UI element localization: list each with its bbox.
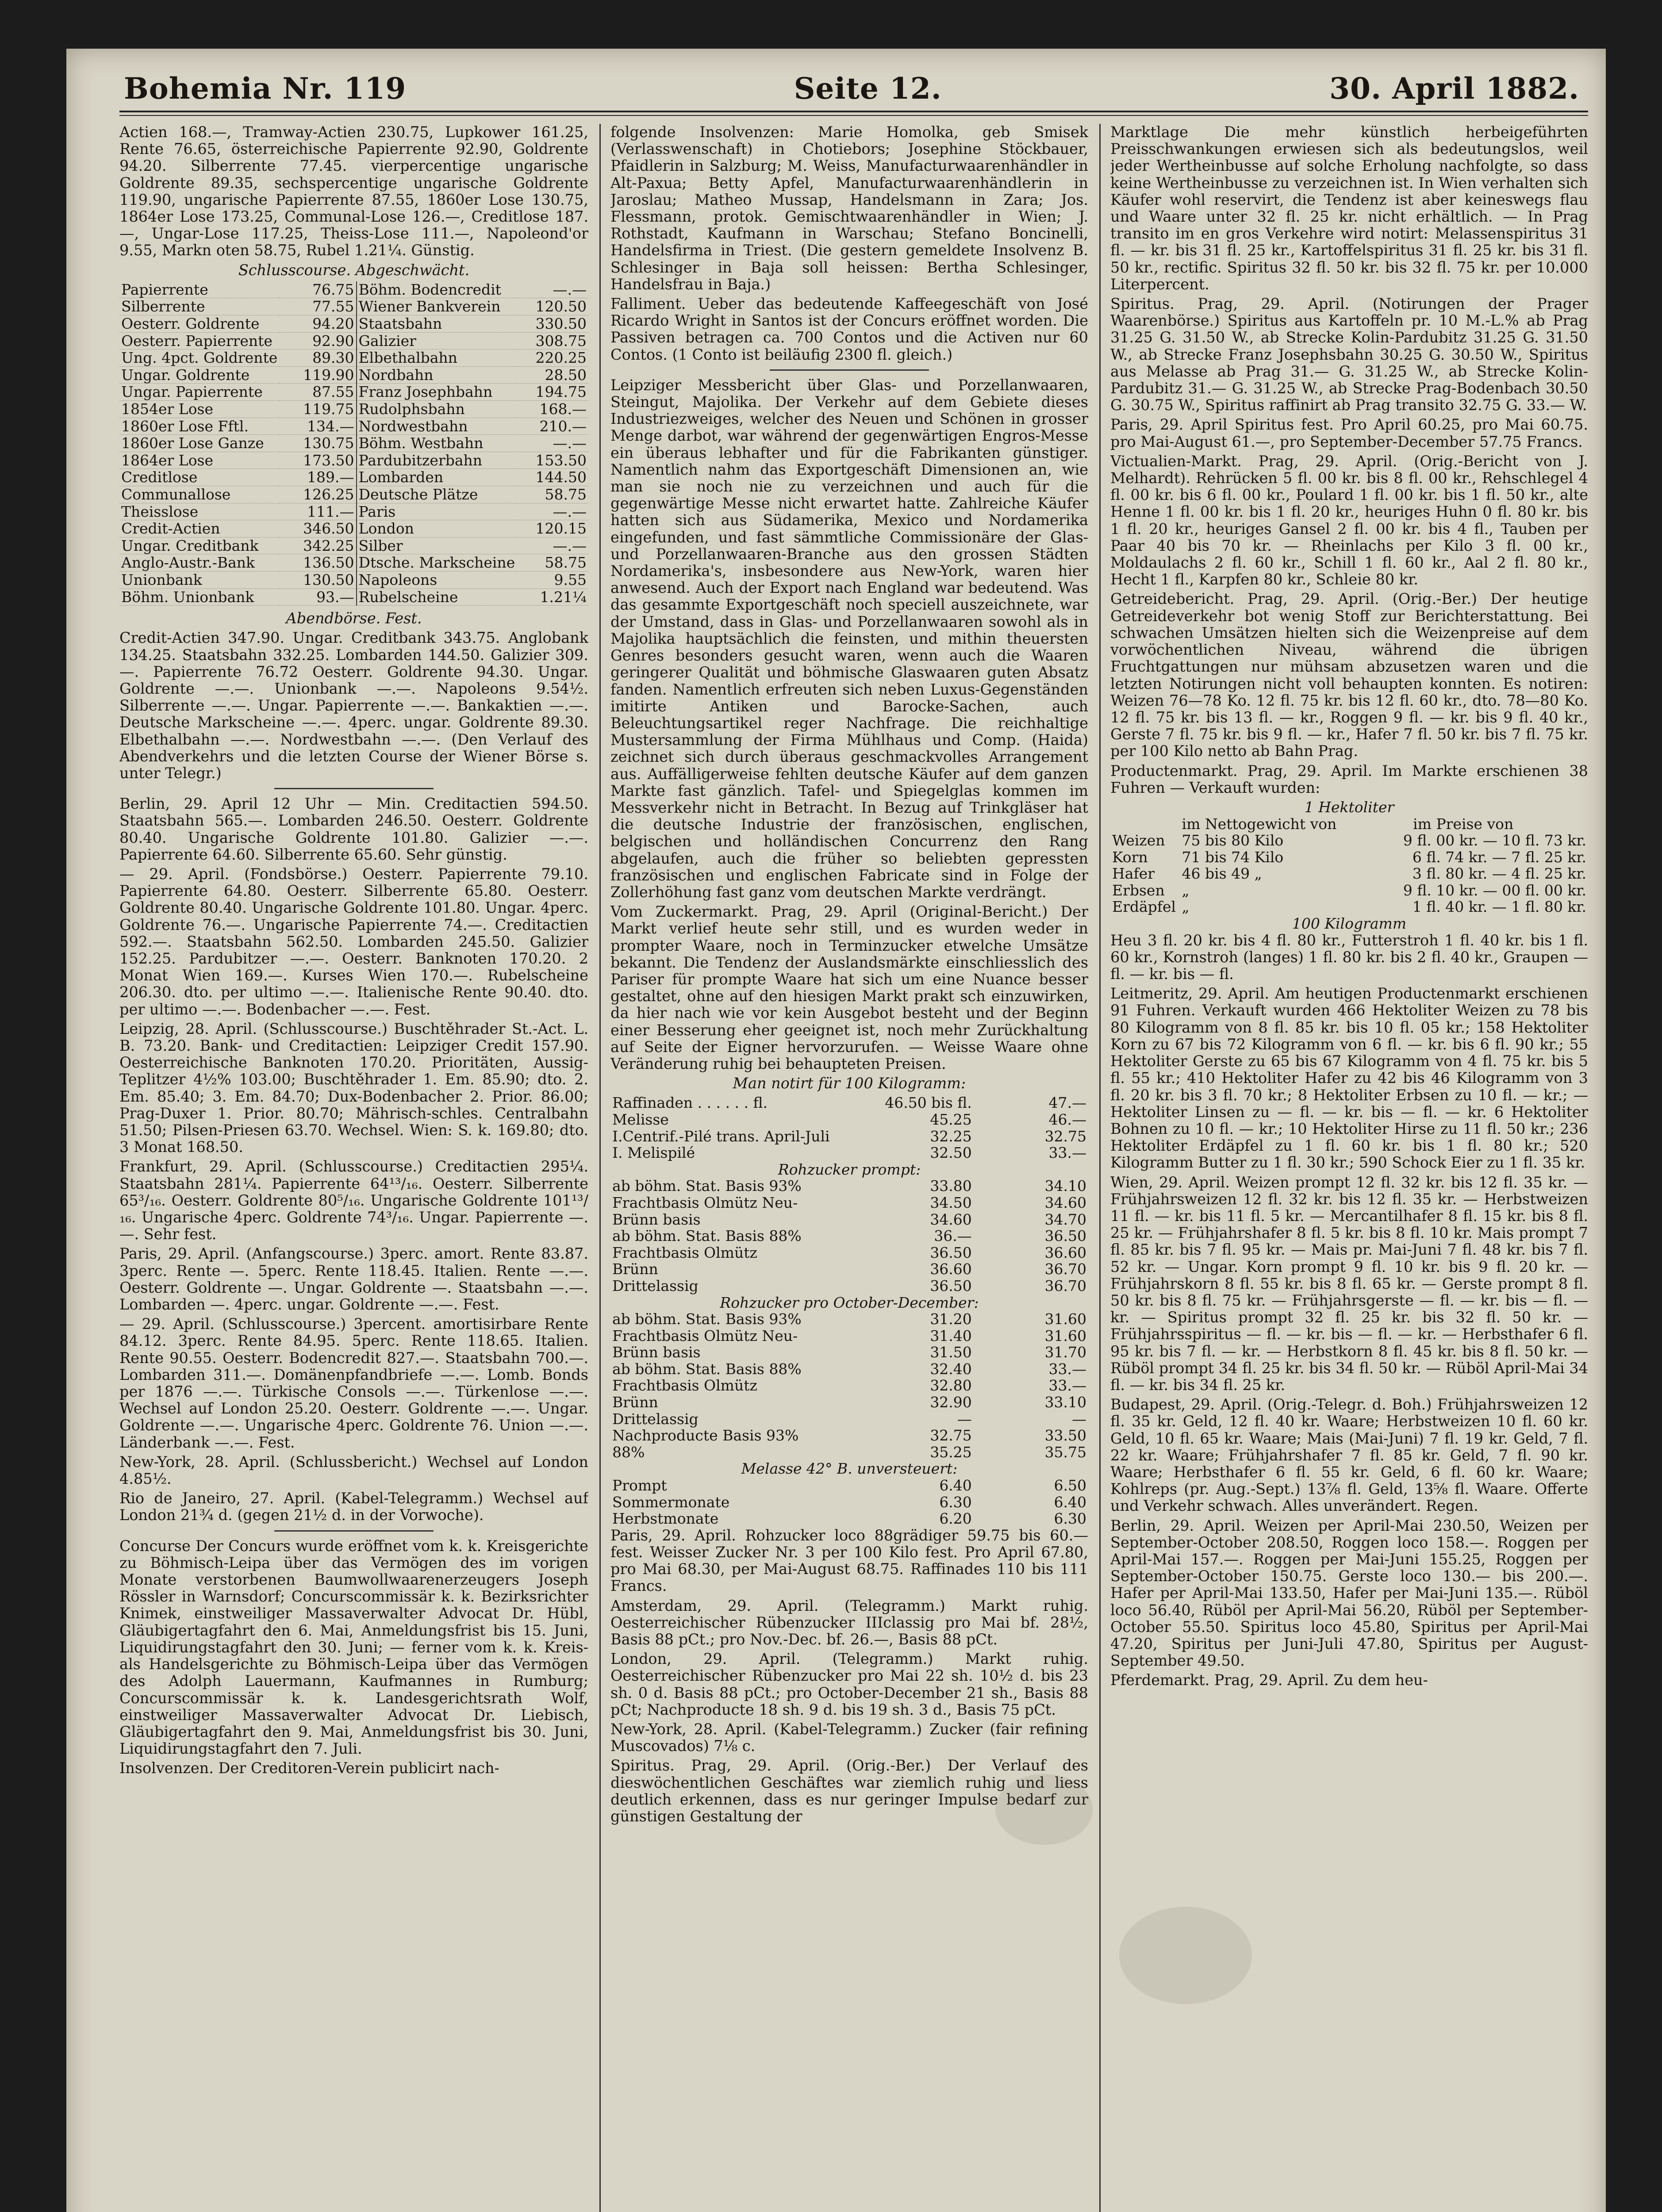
sugar-cell: Prompt bbox=[612, 1477, 667, 1494]
rate-row bbox=[119, 435, 588, 452]
sugar-cell: Frachtbasis Olmütz bbox=[612, 1244, 757, 1261]
rate-cell: London bbox=[357, 520, 517, 538]
rate-cell: 120.50 bbox=[517, 298, 588, 315]
rate-cell: 120.15 bbox=[517, 520, 588, 538]
sugar-cell: 6.40 bbox=[1054, 1493, 1086, 1511]
sugar-cell: Melisse bbox=[612, 1110, 669, 1128]
sugar-cell: Frachtbasis Olmütz Neu- bbox=[612, 1327, 798, 1344]
masthead bbox=[124, 62, 1579, 115]
rate-cell: Staatsbahn bbox=[357, 315, 517, 333]
rate-cell: Papierrente bbox=[119, 281, 279, 298]
sugar-cell: 6.20 bbox=[939, 1510, 972, 1528]
sugar-cell: 45.25 bbox=[930, 1110, 972, 1128]
rate-cell: 58.75 bbox=[517, 554, 588, 572]
rate-cell: Böhm. Unionbank bbox=[119, 588, 279, 606]
sugar-row bbox=[610, 1344, 1088, 1361]
grain-cell: Weizen bbox=[1112, 832, 1165, 849]
sugar-subheading: Rohzucker prompt: bbox=[778, 1160, 921, 1178]
sugar-row bbox=[610, 1194, 1088, 1211]
section-divider bbox=[274, 788, 434, 789]
report-paragraph: Paris, 29. April. (Anfangscourse.) 3perc. amort. Rente 83.87. 3perc. Rente —. 5perc. Rente 118.45. Italien. Rente —.—. Oesterr. Goldrente —. Ungar. Goldrente —. Staatsbahn —.—. Lombarden —. 4perc. ungar. Goldrente —.—. Fest. bbox=[119, 1245, 588, 1313]
sugar-cell: Brünn bbox=[612, 1260, 658, 1278]
rate-row bbox=[119, 503, 588, 520]
sugar-cell: 36.50 bbox=[1044, 1227, 1086, 1245]
report-paragraph: Berlin, 29. April 12 Uhr — Min. Creditactien 594.50. Staatsbahn 565.—. Lombarden 246.50. Oesterr. Goldrente 80.40. Ungarische Goldrente 101.80. Galizier —.—. Papierrente 64.60. Silberrente 65.60. Sehr günstig. bbox=[119, 795, 588, 863]
report-paragraph: Leitmeritz, 29. April. Am heutigen Productenmarkt erschienen 91 Fuhren. Verkauft wurden 466 Hektoliter Weizen zu 78 bis 80 Kilogramm von 8 fl. 85 kr. bis 10 fl. 05 kr.; 158 Hektoliter Korn zu 67 bis 72 Kilogramm von 6 fl. — kr. bis 6 fl. 90 kr.; 55 Hektoliter Gerste zu 65 bis 67 Kilogramm von 4 fl. 75 kr. bis 5 fl. 55 kr.; 410 Hektoliter Hafer zu 42 bis 46 Kilogramm von 3 fl. 20 kr. bis 3 fl. 70 kr.; 8 Hektoliter Erbsen zu 10 fl. — kr.; — Hektoliter Linsen zu — fl. — kr. bis — fl. — kr. 6 Hektoliter Bohnen zu 10 fl. — kr.; 10 Hektoliter Hirse zu 11 fl. 50 kr.; 236 Hektoliter Erdäpfel zu 1 fl. 60 kr. bis 1 fl. 80 kr.; 520 Kilogramm Butter zu 1 fl. 30 kr.; 590 Schock Eier zu 1 fl. 35 kr. bbox=[1110, 985, 1588, 1171]
rate-cell: Silber bbox=[357, 537, 517, 554]
rate-cell: 168.— bbox=[517, 400, 588, 418]
rate-cell: Communallose bbox=[119, 486, 279, 503]
sugar-cell: Sommermonate bbox=[612, 1493, 730, 1511]
zuckermarkt-article: Vom Zuckermarkt. Prag, 29. April (Original-Bericht.) Der Markt verlief heute sehr still, und es wurden weder in prompter Waare, noch in Terminzucker etwelche Umsätze bekannt. Die Tendenz der Auslandsmärkte einschliesslich des Pariser für prompte Waare hat sich um eine Nuance besser gestaltet, ohne auf den hiesigen Markt prakt sch einzuwirken, da hier nach wie vor kein Ausgebot besteht und der Beginn einer Besserung eher geeignet ist, noch mehr Zurückhaltung auf Seite der Eigner hervorzurufen. — Weisse Waare ohne Veränderung ruhig bei behaupteten Preisen. bbox=[610, 903, 1088, 1072]
report-paragraph: — 29. April. (Fondsbörse.) Oesterr. Papierrente 79.10. Papierrente 64.80. Oesterr. Silberrente 65.80. Oesterr. Goldrente 80.40. Ungarische Goldrente 101.80. Ungar. 4perc. Goldrente 76.—. Ungarische Papierrente 74.—. Creditactien 592.—. Staatsbahn 562.50. Lombarden 245.50. Galizier 152.25. Pardubitzer —.—. Oesterr. Banknoten 170.20. 2 Monat Wien 169.—. Kurses Wien 170.—. Rubelscheine 206.30. dto. per ultimo —.—. Italienische Rente 90.40. dto. per ultimo —.—. Bodenbacher —.—. Fest. bbox=[119, 865, 588, 1018]
sugar-cell: 33.80 bbox=[930, 1177, 972, 1195]
grain-cell: „ bbox=[1182, 898, 1190, 916]
sugar-cell: 36.70 bbox=[1044, 1277, 1086, 1294]
rate-cell: 346.50 bbox=[279, 520, 356, 538]
sugar-cell: 32.90 bbox=[930, 1394, 972, 1411]
rate-cell: Rudolphsbahn bbox=[357, 400, 517, 418]
sugar-cell: 31.60 bbox=[1044, 1327, 1086, 1344]
rate-cell: Dtsche. Markscheine bbox=[357, 554, 517, 572]
sugar-cell: Drittelassig bbox=[612, 1277, 699, 1294]
sugar-cell: 32.80 bbox=[930, 1377, 972, 1394]
sugar-cell: 31.40 bbox=[930, 1327, 972, 1344]
rate-row bbox=[119, 452, 588, 469]
report-paragraph: Budapest, 29. April. (Orig.-Telegr. d. Boh.) Frühjahrsweizen 12 fl. 35 kr. Geld, 12 fl. 40 kr. Waare; Herbstweizen 10 fl. 60 kr. Geld, 10 fl. 65 kr. Waare; Mais (Mai-Juni) 7 fl. 19 kr. Geld, 7 fl. 22 kr. Waare; Frühjahrshafer 7 fl. 85 kr. Geld, 7 fl. 90 kr. Waare; Herbsthafer 6 fl. 55 kr. Geld, 6 fl. 60 kr. Waare; Kohlreps (pr. Aug.-Sept.) 13⅞ fl. Geld, 13⅝ fl. Waare. Offerte und Verkehr schwach. Alles unverändert. Regen. bbox=[1110, 1396, 1588, 1515]
insolvenzen-list: folgende Insolvenzen: Marie Homolka, geb Smisek (Verlasswenschaft) in Chotiebors; Josephine Stöckbauer, Pfaidlerin in Salzburg; M. Weiss, Manufacturwaarenhändler in Alt-Paxua; Betty Apfel, Manufacturwaarenhändlerin in Jaroslau; Matheo Mussap, Handelsmann in Zara; Jos. Flessmann, protok. Gemischtwaarenhändler in Wien; J. Rothstadt, Kaufmann in Warschau; Stefano Boncinelli, Handelsfirma in Triest. (Die gestern gemeldete Insolvenz B. Schlesinger in Baja soll heissen: Bertha Schlesinger, Handelsfrau in Baja.) bbox=[610, 124, 1088, 293]
rate-cell: Wiener Bankverein bbox=[357, 298, 517, 315]
page-number: Seite 12. bbox=[794, 71, 942, 106]
rate-cell: Rubelscheine bbox=[357, 588, 517, 606]
report-paragraph: New-York, 28. April. (Kabel-Telegramm.) Zucker (fair refining Muscovados) 7⅛ c. bbox=[610, 1720, 1088, 1755]
report-paragraph: Leipzig, 28. April. (Schlusscourse.) Buschtěhrader St.-Act. L. B. 73.20. Bank- und Creditactien: Leipziger Credit 157.90. Oesterreichische Banknoten 170.20. Prioritäten, Aussig-Teplitzer 4½% 103.00; Buschtěhrader 1. Em. 85.90; dto. 2. Em. 85.40; 3. Em. 84.70; Dux-Bodenbacher 2. Prior. 86.00; Prag-Duxer 1. Prior. 80.70; Mährisch-schles. Centralbahn 51.50; Pilsen-Priesen 63.70. Wechsel. Wien: S. k. 169.80; dto. 3 Monat 168.50. bbox=[119, 1020, 588, 1156]
rate-row bbox=[119, 298, 588, 315]
rate-row bbox=[119, 281, 588, 298]
rate-cell: Unionbank bbox=[119, 571, 279, 588]
sugar-row bbox=[610, 1178, 1088, 1194]
rate-cell: 342.25 bbox=[279, 537, 356, 554]
grain-cell: 75 bis 80 Kilo bbox=[1182, 832, 1284, 849]
schlusscourse-table bbox=[119, 281, 588, 606]
grain-cell: Korn bbox=[1112, 848, 1148, 866]
rate-cell: 194.75 bbox=[517, 384, 588, 401]
sugar-table-title: Man notirt für 100 Kilogramm: bbox=[733, 1075, 966, 1092]
sugar-cell: ab böhm. Stat. Basis 88% bbox=[612, 1227, 802, 1245]
sugar-cell: 35.25 bbox=[930, 1443, 972, 1461]
rate-cell: 111.— bbox=[279, 503, 356, 520]
sugar-row bbox=[610, 1261, 1088, 1278]
sugar-row bbox=[610, 1111, 1088, 1128]
rate-cell: Nordwestbahn bbox=[357, 418, 517, 435]
messbericht-article: Leipziger Messbericht über Glas- und Porzellanwaaren, Steingut, Majolika. Der Verkehr auf dem Gebiete dieses Industriezweiges, welcher des Neuen und Schönen in grosser Menge darbot, war während der gegenwärtigen Engros-Messe ein überaus lebhafter und für die Fabrikanten günstiger. Namentlich nahm das Exportgeschäft Dimensionen an, wie man sie noch nie zu verzeichnen und auch für die gegenwärtige Messe nicht erwartet hatte. Zahlreiche Käufer hatten sich aus Südamerika, Mexico und Nordamerika eingefunden, und fast sämmtliche Commissionäre der Glas- und Porzellanwaaren-Branche aus den grossen Städten Nordamerika's, insbesondere aus New-York, waren hier anwesend. Auch der Export nach England war bedeutend. Was das gesammte Exportgeschäft noch speciell auszeichnete, war der Umstand, dass in Glas- und Porzellanwaaren sowohl als in Majolika hauptsächlich die feinsten, und mithin theuersten Genres besonders gesucht waren, wenn auch die Waaren geringerer Qualität und böhmische Glaswaaren guten Absatz fanden. Namentlich erfreuten sich neben Luxus-Gegenständen imitirte Antiken und Barocke-Sachen, auch Beleuchtungsartikel reger Nachfrage. Die reichhaltige Mustersammlung der Firma Mühlhaus und Comp. (Haida) zeichnet sich durch überaus geschmackvolles Arrangement aus. Auffälligerweise fehlten deutsche Käufer auf dem ganzen Markte fast gänzlich. Tafel- und Spiegelglas kommen im Messverkehr nicht in Betracht. In Bezug auf Trinkgläser hat die deutsche Industrie der französischen, englischen, belgischen und holländischen Concurrenz den Rang abgelaufen, auch die früher so beliebten gepressten französischen und englischen Fabricate sind in Folge der Zollerhöhung fast ganz vom deutschen Markte verdrängt. bbox=[610, 376, 1088, 901]
sugar-cell: 6.50 bbox=[1054, 1477, 1086, 1494]
sugar-cell: 36.— bbox=[934, 1227, 972, 1245]
grain-subheading: 1 Hektoliter bbox=[1304, 798, 1394, 816]
rate-row bbox=[119, 537, 588, 554]
rate-cell: Elbethalbahn bbox=[357, 349, 517, 367]
sugar-price-table bbox=[610, 1094, 1088, 1527]
sugar-cell: Brünn bbox=[612, 1394, 658, 1411]
sugar-row bbox=[610, 1244, 1088, 1261]
sugar-cell: 32.75 bbox=[1044, 1127, 1086, 1145]
grain-price-table bbox=[1110, 799, 1588, 932]
rate-cell: 130.75 bbox=[279, 435, 356, 452]
column-3 bbox=[1110, 124, 1588, 2212]
rate-cell: 126.25 bbox=[279, 486, 356, 503]
rate-row bbox=[119, 588, 588, 606]
rate-cell: 58.75 bbox=[517, 486, 588, 503]
sugar-cell: 46.50 bis fl. bbox=[885, 1094, 972, 1112]
report-paragraph: Wien, 29. April. Weizen prompt 12 fl. 32 kr. bis 12 fl. 35 kr. — Frühjahrsweizen 12 fl. 32 kr. bis 12 fl. 35 kr. — Herbstweizen 11 fl. — kr. bis 11 fl. 5 kr. — Mercantilhafer 8 fl. 15 kr. bis 8 fl. 25 kr. — Frühjahrshafer 8 fl. 5 kr. bis 8 fl. 10 kr. Mais prompt 7 fl. 85 kr. bis 7 fl. 95 kr. — Mais pr. Mai-Juni 7 fl. 48 kr. bis 7 fl. 52 kr. — Ungar. Korn prompt 9 fl. 10 kr. bis 9 fl. 20 kr. — Frühjahrskorn 8 fl. 55 kr. bis 8 fl. 65 kr. — Gerste prompt 8 fl. 50 kr. bis 8 fl. 75 kr. — Frühjahrsgerste — fl. — kr. bis — fl. — kr. — Spiritus prompt 32 fl. 25 kr. bis 32 fl. 50 kr. — Frühjahrsspiritus — fl. — kr. bis — fl. — kr. — Herbsthafer 6 fl. 95 kr. bis 7 fl. — kr. — Herbstkorn 8 fl. 45 kr. bis 8 fl. 50 kr. — Rüböl prompt 34 fl. 25 kr. bis 34 fl. 50 kr. — Rüböl April-Mai 34 fl. — kr. bis 34 fl. 25 kr. bbox=[1110, 1173, 1588, 1394]
report-paragraph: Rio de Janeiro, 27. April. (Kabel-Telegramm.) Wechsel auf London 21¾ d. (gegen 21½ d. in der Vorwoche). bbox=[119, 1490, 588, 1524]
sugar-cell: 33.50 bbox=[1044, 1427, 1086, 1444]
sugar-row bbox=[610, 1411, 1088, 1428]
rate-cell: 28.50 bbox=[517, 366, 588, 384]
sugar-row bbox=[610, 1144, 1088, 1161]
section-divider bbox=[770, 369, 929, 371]
sugar-cell: ab böhm. Stat. Basis 88% bbox=[612, 1360, 802, 1378]
sugar-row bbox=[610, 1228, 1088, 1244]
sugar-cell: 36.60 bbox=[1044, 1244, 1086, 1261]
rate-cell: 1854er Lose bbox=[119, 400, 279, 418]
grain-cell: Hafer bbox=[1112, 865, 1155, 883]
column-divider bbox=[599, 124, 601, 2212]
rate-cell: 92.90 bbox=[279, 332, 356, 349]
rate-cell: Theisslose bbox=[119, 503, 279, 520]
grain-cell: 1 fl. 40 kr. — 1 fl. 80 kr. bbox=[1412, 898, 1586, 916]
sugar-cell: 34.50 bbox=[930, 1194, 972, 1211]
rate-row bbox=[119, 332, 588, 349]
rate-row bbox=[119, 571, 588, 588]
report-paragraph: Productenmarkt. Prag, 29. April. Im Markte erschienen 38 Fuhren — Verkauft wurden: bbox=[1110, 762, 1588, 796]
rate-row bbox=[119, 418, 588, 435]
grain-row bbox=[1110, 899, 1588, 915]
rate-cell: —.— bbox=[517, 435, 588, 452]
rate-row bbox=[119, 384, 588, 401]
sugar-cell: 33.— bbox=[1048, 1144, 1086, 1162]
grain-cell: 9 fl. 00 kr. — 10 fl. 73 kr. bbox=[1403, 832, 1586, 849]
rate-cell: 136.50 bbox=[279, 554, 356, 572]
rate-cell: 134.— bbox=[279, 418, 356, 435]
rate-row bbox=[119, 315, 588, 333]
sugar-cell: 32.25 bbox=[930, 1127, 972, 1145]
report-paragraph: Pferdemarkt. Prag, 29. April. Zu dem heu- bbox=[1110, 1671, 1428, 1689]
rate-cell: Paris bbox=[357, 503, 517, 520]
rate-row bbox=[119, 486, 588, 503]
rate-cell: 153.50 bbox=[517, 452, 588, 469]
market-report-intro: Actien 168.—, Tramway-Actien 230.75, Lupkower 161.25, Rente 76.65, österreichische Papierrente 92.90, Goldrente 94.20. Silberrente 77.45. vierpercentige ungarische Goldrente 89.35, sechspercentige ungarische Goldrente 119.90, ungarische Papierrente 87.55, 1860er Lose 130.75, 1864er Lose 173.25, Communal-Lose 126.—, Creditlose 187.—, Ungar-Lose 117.25, Theiss-Lose 111.—, Napoleond'or 9.55, Markn oten 58.75, Rubel 1.21¼. Günstig. bbox=[119, 124, 588, 259]
grain-row bbox=[1110, 865, 1588, 882]
rate-cell: 119.75 bbox=[279, 400, 356, 418]
grain-cell: 46 bis 49 „ bbox=[1182, 865, 1262, 883]
sugar-cell: Raffinaden . . . . . . fl. bbox=[612, 1094, 768, 1112]
sugar-cell: 34.60 bbox=[1044, 1194, 1086, 1211]
sugar-subheading: Melasse 42° B. unversteuert: bbox=[741, 1460, 958, 1478]
sugar-cell: 6.40 bbox=[939, 1477, 972, 1494]
sugar-subheading: Rohzucker pro October-December: bbox=[720, 1294, 979, 1311]
schlusscourse-title: Schlusscourse. Abgeschwächt. bbox=[238, 261, 470, 279]
header-rule-thin bbox=[119, 115, 1588, 116]
rate-cell: Silberrente bbox=[119, 298, 279, 315]
rate-cell: 1.21¼ bbox=[517, 588, 588, 606]
report-paragraph: Frankfurt, 29. April. (Schlusscourse.) Creditactien 295¼. Staatsbahn 281¼. Papierrente 64¹³/₁₆. Oesterr. Silberrente 65³/₁₆. Oesterr. Goldrente 80⁵/₁₆. Ungarische Goldrente 101¹³/₁₆. Ungarische 4perc. Goldrente 74³/₁₆. Ungar. Papierrente —.—. Sehr fest. bbox=[119, 1158, 588, 1243]
sugar-row bbox=[610, 1211, 1088, 1228]
grain-cell: Erbsen bbox=[1112, 881, 1165, 899]
sugar-row bbox=[610, 1128, 1088, 1145]
rate-cell: 308.75 bbox=[517, 332, 588, 349]
masthead-title: Bohemia Nr. 119 bbox=[124, 71, 407, 106]
abendboerse-title: Abendbörse. Fest. bbox=[286, 610, 422, 627]
sugar-cell: Nachproducte Basis 93% bbox=[612, 1427, 799, 1444]
sugar-cell: — bbox=[957, 1410, 972, 1428]
grain-cell: 9 fl. 10 kr. — 00 fl. 00 kr. bbox=[1403, 881, 1586, 899]
sugar-cell: Herbstmonate bbox=[612, 1510, 719, 1528]
grain-cell: „ bbox=[1182, 881, 1190, 899]
sugar-cell: 32.40 bbox=[930, 1360, 972, 1378]
rate-cell: Credit-Actien bbox=[119, 520, 279, 538]
rate-cell: 144.50 bbox=[517, 469, 588, 486]
sugar-row bbox=[610, 1377, 1088, 1394]
report-paragraph: Victualien-Markt. Prag, 29. April. (Orig.-Bericht von J. Melhardt). Rehrücken 5 fl. 00 kr. bis 8 fl. 00 kr., Rehschlegel 4 fl. 00 kr. bis 6 fl. 00 kr., Poulard 1 fl. 00 kr. bis 1 fl. 50 kr., alte Henne 1 fl. 00 kr. bis 1 fl. 20 kr., heuriges Huhn 0 fl. 80 kr. bis 1 fl. 20 kr., heuriges Gansel 2 fl. 00 kr. bis 4 fl., Tauben per Paar 40 bis 70 kr. — Rheinlachs per Kilo 3 fl. 00 kr., Moldaulachs 2 fl. 60 kr., Schill 1 fl. 60 kr., Aal 2 fl. 80 kr., Hecht 1 fl., Karpfen 80 kr., Schleie 80 kr. bbox=[1110, 452, 1588, 588]
sugar-cell: Drittelassig bbox=[612, 1410, 699, 1428]
rate-cell: Napoleons bbox=[357, 571, 517, 588]
report-paragraph: Heu 3 fl. 20 kr. bis 4 fl. 80 kr., Futterstroh 1 fl. 40 kr. bis 1 fl. 60 kr., Kornstroh (langes) 1 fl. 80 kr. bis 2 fl. 40 kr., Graupen — fl. — kr. bis — fl. bbox=[1110, 931, 1588, 983]
rate-cell: 210.— bbox=[517, 418, 588, 435]
rate-row bbox=[119, 554, 588, 572]
sugar-cell: Brünn basis bbox=[612, 1344, 701, 1361]
sugar-cell: 6.30 bbox=[939, 1493, 972, 1511]
rate-cell: 1860er Lose Fftl. bbox=[119, 418, 279, 435]
sugar-row bbox=[610, 1444, 1088, 1461]
sugar-cell: ab böhm. Stat. Basis 93% bbox=[612, 1310, 802, 1328]
rate-cell: 1864er Lose bbox=[119, 452, 279, 469]
sugar-cell: 32.50 bbox=[930, 1144, 972, 1162]
sugar-cell: 35.75 bbox=[1044, 1443, 1086, 1461]
sugar-row bbox=[610, 1427, 1088, 1444]
rate-cell: —.— bbox=[517, 537, 588, 554]
sugar-row bbox=[610, 1510, 1088, 1527]
report-paragraph: New-York, 28. April. (Schlussbericht.) Wechsel auf London 4.85½. bbox=[119, 1453, 588, 1488]
sugar-cell: 31.20 bbox=[930, 1310, 972, 1328]
rate-cell: Anglo-Austr.-Bank bbox=[119, 554, 279, 572]
rate-cell: 76.75 bbox=[279, 281, 356, 298]
sugar-cell: Frachtbasis Olmütz Neu- bbox=[612, 1194, 798, 1211]
rate-cell: Galizier bbox=[357, 332, 517, 349]
grain-row bbox=[1110, 849, 1588, 866]
rate-cell: 93.— bbox=[279, 588, 356, 606]
grain-row bbox=[1110, 882, 1588, 899]
sugar-cell: 34.10 bbox=[1044, 1177, 1086, 1195]
rate-cell: Oesterr. Goldrente bbox=[119, 315, 279, 333]
sugar-cell: 34.60 bbox=[930, 1210, 972, 1228]
column-2 bbox=[610, 124, 1088, 2212]
sugar-cell: I.Centrif.-Pilé trans. April-Juli bbox=[612, 1127, 830, 1145]
rate-cell: 1860er Lose Ganze bbox=[119, 435, 279, 452]
rate-cell: 189.— bbox=[279, 469, 356, 486]
rate-cell: 87.55 bbox=[279, 384, 356, 401]
sugar-cell: 32.75 bbox=[930, 1427, 972, 1444]
rate-cell: Lombarden bbox=[357, 469, 517, 486]
rate-cell: 173.50 bbox=[279, 452, 356, 469]
rate-cell: —.— bbox=[517, 281, 588, 298]
report-paragraph: Spiritus. Prag, 29. April. (Notirungen der Prager Waarenbörse.) Spiritus aus Kartoffeln pr. 10 M.-L.% ab Prag 31.25 G. 31.50 W., ab Strecke Kolin-Pardubitz 31.25 G. 31.50 W., ab Strecke Franz Josephsbahn 30.25 G. 30.50 W., Spiritus aus Melasse ab Prag 31.— G. 31.25 W., ab Strecke Kolin-Pardubitz 31.— G. 31.25 W., ab Strecke Prag-Bodenbach 30.50 G. 30.75 W., Spiritus raffinirt ab Prag transito 32.75 G. 33.— W. bbox=[1110, 295, 1588, 414]
rate-cell: 330.50 bbox=[517, 315, 588, 333]
rate-cell: 220.25 bbox=[517, 349, 588, 367]
sugar-row bbox=[610, 1361, 1088, 1378]
rate-row bbox=[119, 366, 588, 384]
report-paragraph: Paris, 29. April. Rohzucker loco 88grädiger 59.75 bis 60.— fest. Weisser Zucker Nr. 3 per 100 Kilo fest. Pro April 67.80, pro Mai 68.30, per Mai-August 68.75. Raffinades 110 bis 111 Francs. bbox=[610, 1526, 1088, 1595]
grain-cell: 6 fl. 74 kr. — 7 fl. 25 kr. bbox=[1412, 848, 1586, 866]
report-paragraph: Credit-Actien 347.90. Ungar. Creditbank 343.75. Anglobank 134.25. Staatsbahn 332.25. Lombarden 144.50. Galizier 309.—. Papierrente 76.72 Oesterr. Goldrente 94.30. Ungar. Goldrente —.—. Unionbank —.—. Napoleons 9.54½. Silberrente —.—. Ungar. Papierrente —.—. Bankaktien —.—. Deutsche Markscheine —.—. 4perc. ungar. Goldrente 89.30. Elbethalbahn —.—. Nordwestbahn —.—. (Den Verlauf des Abendverkehrs und die letzten Course der Wiener Börse s. unter Telegr.) bbox=[119, 629, 588, 782]
rate-cell: Ungar. Papierrente bbox=[119, 384, 279, 401]
report-paragraph: Getreidebericht. Prag, 29. April. (Orig.-Ber.) Der heutige Getreideverkehr bot wenig Stoff zur Berichterstattung. Bei schwachen Umsätzen hielten sich die Weizenpreise auf dem vorwöchentlichen Niveau, während die übrigen Fruchtgattungen nur mühsam abzusetzen waren und die letzten Notirungen nicht voll behaupten konnten. Es notiren: Weizen 76—78 Ko. 12 fl. 75 kr. bis 12 fl. 60 kr., dto. 78—80 Ko. 12 fl. 75 kr. bis 13 fl. — kr., Roggen 9 fl. — kr. bis 9 fl. 40 kr., Gerste 7 fl. 75 kr. bis 9 fl. — kr., Hafer 7 fl. 50 kr. bis 7 fl. 75 kr. per 100 Kilo netto ab Bahn Prag. bbox=[1110, 590, 1588, 760]
section-divider bbox=[274, 1530, 434, 1532]
rate-row bbox=[119, 520, 588, 538]
rate-cell: 119.90 bbox=[279, 366, 356, 384]
report-paragraph: Berlin, 29. April. Weizen per April-Mai 230.50, Weizen per September-October 208.50, Roggen loco 158.—. Roggen per April-Mai 157.—. Roggen per Mai-Juni 155.25, Roggen per September-October 150.75. Gerste loco 130.— bis 200.—. Hafer per April-Mai 133.50, Hafer per Mai-Juni 135.—. Rüböl loco 56.40, Rüböl per April-Mai 56.20, Rüböl per September-October 55.50. Spiritus loco 45.80, Spiritus per April-Mai 47.20, Spiritus per Juni-Juli 47.80, Spiritus per August-September 49.50. bbox=[1110, 1517, 1588, 1670]
report-paragraph: Paris, 29. April Spiritus fest. Pro April 60.25, pro Mai 60.75. pro Mai-August 61.—, pro September-December 57.75 Francs. bbox=[1110, 416, 1588, 450]
insolvenzen-heading: Insolvenzen. Der Creditoren-Verein publicirt nach- bbox=[119, 1759, 499, 1777]
sugar-cell: 6.30 bbox=[1054, 1510, 1086, 1528]
report-paragraph: — 29. April. (Schlusscourse.) 3percent. amortisirbare Rente 84.12. 3perc. Rente 84.95. 5perc. Rente 118.65. Italien. Rente 90.55. Oesterr. Bodencredit 827.—. Staatsbahn 700.—. Lombarden 311.—. Domänenpfandbriefe —.—. Lomb. Bonds per 1876 —.—. Türkische Consols —.—. Türkenlose —.—. Wechsel auf London 25.20. Oesterr. Goldrente —.—. Ungar. Goldrente —.—. Ungarische 4perc. Goldrente 76. Union —.—. Länderbank —.—. Fest. bbox=[119, 1315, 588, 1451]
grain-cell: 71 bis 74 Kilo bbox=[1182, 848, 1284, 866]
rate-cell: 77.55 bbox=[279, 298, 356, 315]
sugar-cell: 36.60 bbox=[930, 1260, 972, 1278]
sugar-cell: 34.70 bbox=[1044, 1210, 1086, 1228]
grain-cell: 3 fl. 80 kr. — 4 fl. 25 kr. bbox=[1412, 865, 1586, 883]
sugar-cell: 31.70 bbox=[1044, 1344, 1086, 1361]
grain-cell: Erdäpfel bbox=[1112, 898, 1176, 916]
grain-subheading: 100 Kilogramm bbox=[1292, 915, 1407, 933]
sugar-cell: 88% bbox=[612, 1443, 645, 1461]
rate-cell: 130.50 bbox=[279, 571, 356, 588]
sugar-row bbox=[610, 1094, 1088, 1111]
report-paragraph: Marktlage Die mehr künstlich herbeigeführten Preisschwankungen erwiesen sich als bedeutungslos, weil jeder Wertheinbusse auf solche Erholung nachfolgte, so dass keine Wertheinbusse zu verzeichnen ist. In Wien verhalten sich Käufer wohl reservirt, die Tendenz ist aber keineswegs flau und Waare unter 32 fl. 25 kr. nicht erhältlich. — In Prag transito im en gros Verkehre wird notirt: Melassenspiritus 31 fl. — kr. bis 31 fl. 25 kr., Kartoffelspiritus 31 fl. 25 kr. bis 31 fl. 50 kr., rectific. Spiritus 32 fl. 50 kr. bis 32 fl. 75 kr. per 10.000 Literpercent. bbox=[1110, 124, 1588, 293]
newspaper-page bbox=[66, 49, 1606, 2212]
sugar-row bbox=[610, 1328, 1088, 1344]
rate-cell: Ungar. Creditbank bbox=[119, 537, 279, 554]
sugar-cell: ab böhm. Stat. Basis 93% bbox=[612, 1177, 802, 1195]
sugar-row bbox=[610, 1278, 1088, 1294]
sugar-cell: 31.60 bbox=[1044, 1310, 1086, 1328]
sugar-cell: 47.— bbox=[1048, 1094, 1086, 1112]
sugar-cell: 36.50 bbox=[930, 1277, 972, 1294]
sugar-cell: 33.— bbox=[1048, 1377, 1086, 1394]
rate-cell: Franz Josephbahn bbox=[357, 384, 517, 401]
sugar-cell: Brünn basis bbox=[612, 1210, 701, 1228]
rate-cell: Ung. 4pct. Goldrente bbox=[119, 349, 279, 367]
sugar-cell: 36.70 bbox=[1044, 1260, 1086, 1278]
rate-cell: Böhm. Westbahn bbox=[357, 435, 517, 452]
grain-row bbox=[1110, 832, 1588, 849]
grain-header-row: im Nettogewicht von im Preise von bbox=[1182, 815, 1514, 833]
falliment-notice: Falliment. Ueber das bedeutende Kaffeegeschäft von José Ricardo Wright in Santos ist der Concurs eröffnet worden. Die Passiven betragen ca. 700 Contos und die Activen nur 60 Contos. (1 Conto ist beiläufig 2300 fl. gleich.) bbox=[610, 295, 1088, 363]
rate-cell: Creditlose bbox=[119, 469, 279, 486]
concurse-notice: Concurse Der Concurs wurde eröffnet vom k. k. Kreisgerichte zu Böhmisch-Leipa über das Vermögen des im vorigen Monate verstorbenen Baumwollwaarenerzeugers Joseph Rössler in Warnsdorf; Concurscommissär k. k. Bezirksrichter Knimek, einstweiliger Massaverwalter Advocat Dr. Hübl, Gläubigertagfahrt den 6. Mai, Anmeldungsfrist bis 15. Juni, Liquidirungstagfahrt den 30. Juni; — ferner vom k. k. Kreis- als Handelsgerichte zu Böhmisch-Leipa über das Vermögen des Adolph Lauermann, Kaufmannes in Rumburg; Concurscommissär k. k. Landesgerichtsrath Wolf, einstweiliger Massaverwalter Advocat Dr. Liebisch, Gläubigertagfahrt den 9. Mai, Anmeldungsfrist bis 30. Juni, Liquidirungstagfahrt den 7. Juli. bbox=[119, 1537, 588, 1758]
column-1 bbox=[119, 124, 588, 2212]
sugar-row bbox=[610, 1494, 1088, 1511]
column-divider bbox=[1099, 124, 1101, 2212]
report-paragraph: Amsterdam, 29. April. (Telegramm.) Markt ruhig. Oesterreichischer Rübenzucker IIIclassig pro Mai bf. 28½, Basis 88 pCt.; pro Nov.-Dec. bf. 26.—, Basis 88 pCt. bbox=[610, 1597, 1088, 1648]
rate-cell: 89.30 bbox=[279, 349, 356, 367]
rate-row bbox=[119, 349, 588, 367]
sugar-row bbox=[610, 1477, 1088, 1494]
sugar-row bbox=[610, 1311, 1088, 1328]
rate-row bbox=[119, 469, 588, 486]
rate-cell: Nordbahn bbox=[357, 366, 517, 384]
sugar-cell: 31.50 bbox=[930, 1344, 972, 1361]
rate-row bbox=[119, 400, 588, 418]
sugar-row bbox=[610, 1394, 1088, 1411]
rate-cell: Deutsche Plätze bbox=[357, 486, 517, 503]
sugar-cell: 46.— bbox=[1048, 1110, 1086, 1128]
report-paragraph: Spiritus. Prag, 29. April. (Orig.-Ber.) Der Verlauf des dieswöchentlichen Geschäftes war ziemlich ruhig und liess deutlich erkennen, dass es nur geringer Impulse bedarf zur günstigen Gestaltung der bbox=[610, 1757, 1088, 1825]
rate-cell: Ungar. Goldrente bbox=[119, 366, 279, 384]
rate-cell: Oesterr. Papierrente bbox=[119, 332, 279, 349]
sugar-cell: 33.10 bbox=[1044, 1394, 1086, 1411]
rate-cell: Pardubitzerbahn bbox=[357, 452, 517, 469]
rate-cell: —.— bbox=[517, 503, 588, 520]
sugar-cell: — bbox=[1072, 1410, 1086, 1428]
rate-cell: 9.55 bbox=[517, 571, 588, 588]
header-rule bbox=[119, 111, 1588, 112]
sugar-cell: I. Melispilé bbox=[612, 1144, 695, 1162]
sugar-cell: Frachtbasis Olmütz bbox=[612, 1377, 757, 1394]
sugar-cell: 33.— bbox=[1048, 1360, 1086, 1378]
rate-cell: Böhm. Bodencredit bbox=[357, 281, 517, 298]
rate-cell: 94.20 bbox=[279, 315, 356, 333]
sugar-cell: 36.50 bbox=[930, 1244, 972, 1261]
masthead-date: 30. April 1882. bbox=[1329, 71, 1579, 106]
report-paragraph: London, 29. April. (Telegramm.) Markt ruhig. Oesterreichischer Rübenzucker pro Mai 22 sh. 10½ d. bis 23 sh. 0 d. Basis 88 pCt.; pro October-December 21 sh., Basis 88 pCt; Nachproducte 18 sh. 9 d. bis 19 sh. 3 d., Basis 75 pCt. bbox=[610, 1650, 1088, 1718]
